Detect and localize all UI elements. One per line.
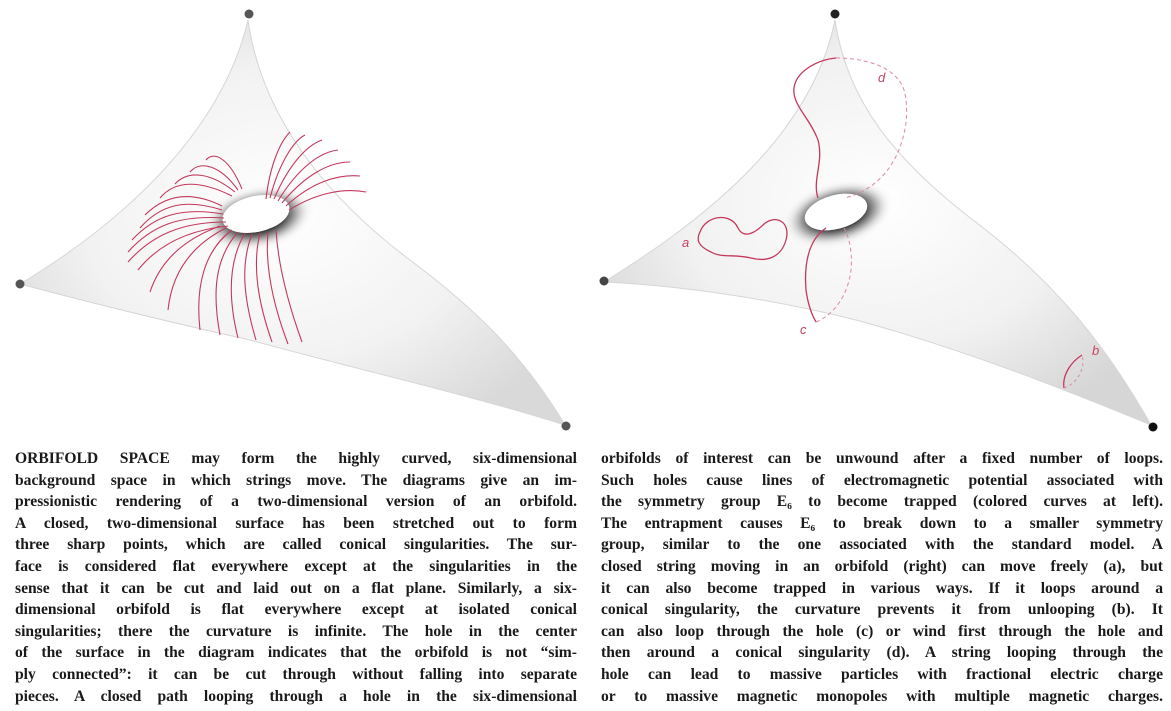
caption-line: group, similar to the one associated with the standard model. A xyxy=(601,536,1163,554)
caption-column-left xyxy=(15,448,577,707)
caption-line: three sharp points, which are called conical singularities. The sur- xyxy=(15,536,577,554)
caption-line: closed string moving in an orbifold (right) can move freely (a), but xyxy=(601,557,1163,575)
caption-line: dimensional orbifold is flat everywhere except at isolated conical xyxy=(15,601,577,619)
label-c: c xyxy=(800,322,807,337)
caption-line: A closed, two-dimensional surface has been stretched out to form xyxy=(15,514,577,532)
right-orbifold-diagram xyxy=(586,0,1171,445)
caption-column-right xyxy=(601,448,1163,707)
caption-line: of the surface in the diagram indicates that the orbifold is not “sim- xyxy=(15,644,577,662)
caption-line: pressionistic rendering of a two-dimensional version of an orbifold. xyxy=(15,493,577,511)
caption-line: then around a conical singularity (d). A string looping through the xyxy=(601,644,1163,662)
caption-line: or to massive magnetic monopoles with multiple magnetic charges. xyxy=(601,687,1163,705)
caption-line: orbifolds of interest can be unwound after a fixed number of loops. xyxy=(601,450,1163,467)
singularity-point-bottom xyxy=(562,422,571,431)
caption-line: The entrapment causes E₆ to break down to a smaller symmetry xyxy=(601,514,1163,532)
singularity-point-top xyxy=(831,10,840,19)
left-orbifold-diagram xyxy=(0,0,585,445)
singularity-point-bottom xyxy=(1149,423,1158,432)
caption-line: Such holes cause lines of electromagnetic potential associated with xyxy=(601,471,1163,489)
caption-line: face is considered flat everywhere except at the singularities in the xyxy=(15,557,577,575)
caption-line: background space in which strings move. The diagrams give an im- xyxy=(15,471,577,489)
caption-line: sense that it can be cut and laid out on a flat plane. Similarly, a six- xyxy=(15,579,577,597)
caption-line: conical singularity, the curvature prevents it from unlooping (b). It xyxy=(601,601,1163,619)
singularity-point-left xyxy=(600,277,609,286)
singularity-point-top xyxy=(245,10,254,19)
caption-line: singularities; there the curvature is infinite. The hole in the center xyxy=(15,622,577,640)
singularity-point-left xyxy=(16,280,25,289)
caption-line: ply connected”: it can be cut through without falling into separate xyxy=(15,665,577,683)
right-orbifold-figure xyxy=(586,0,1171,445)
label-b: b xyxy=(1092,343,1100,358)
caption-line: hole can lead to massive particles with fractional electric charge xyxy=(601,665,1163,683)
caption-line: ORBIFOLD SPACE may form the highly curved, six-dimensional xyxy=(15,450,577,467)
caption-line: pieces. A closed path looping through a hole in the six-dimensional xyxy=(15,687,577,705)
caption-line: it can also become trapped in various ways. If it loops around a xyxy=(601,579,1163,597)
label-d: d xyxy=(878,70,886,85)
left-orbifold-figure xyxy=(0,0,585,445)
caption-line: can also loop through the hole (c) or wind first through the hole and xyxy=(601,622,1163,640)
label-a: a xyxy=(682,235,690,250)
caption-line: the symmetry group E₆ to become trapped (colored curves at left). xyxy=(601,493,1163,511)
